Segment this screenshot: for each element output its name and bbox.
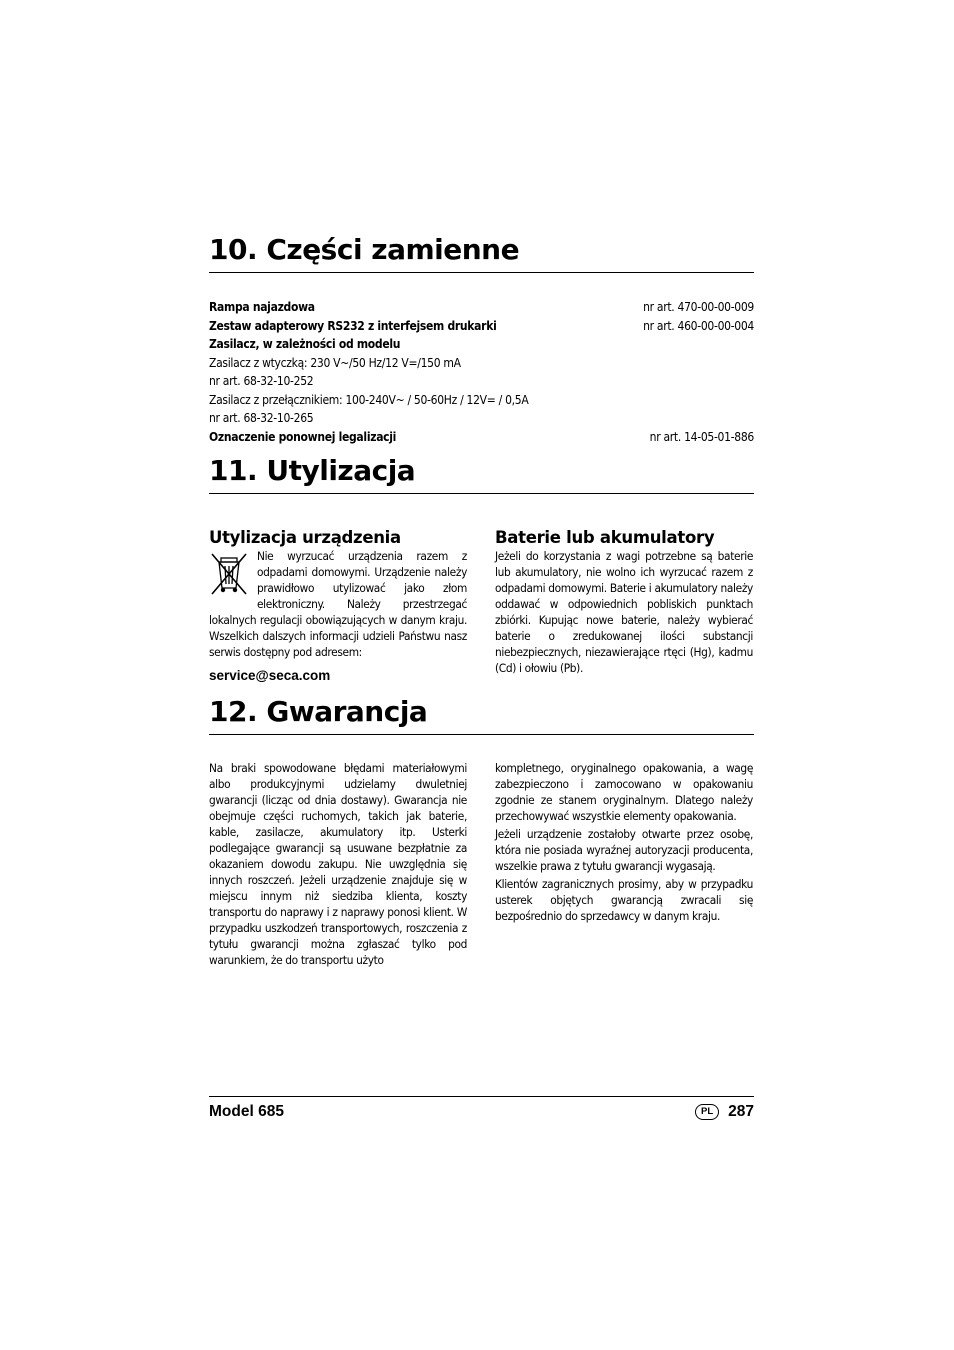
part-name: Zasilacz, w zależności od modelu — [209, 337, 401, 351]
list-item — [209, 428, 754, 447]
list-item — [209, 335, 754, 354]
part-description: Zasilacz z wtyczką: 230 V~/50 Hz/12 V=/150 mA — [209, 355, 461, 370]
model-name: Model 685 — [209, 1103, 284, 1120]
part-name: Rampa najazdowa — [209, 300, 315, 314]
battery-disposal-text: Jeżeli do korzystania z wagi potrzebne są baterie lub akumulatory, nie wolno ich wyrzucać razem z odpadami domowymi. Baterie i akumulatory należy oddawać w odpowiednich pobliskich punktach zbiórki. Kupując nowe baterie, należy wybierać baterie o zredukowanej ilości substancji niebezpiecznych, niezawierające rtęci (Hg), kadmu (Cd) i ołowiu (Pb). — [495, 549, 753, 675]
part-article-number: nr art. 14-05-01-886 — [649, 429, 754, 444]
warranty-text: Na braki spowodowane błędami materiałowymi albo produkcyjnymi udzielamy dwuletniej gwarancji (licząc od dnia dostawy). Gwarancja nie obejmuje części ruchomych, takich jak baterie, kable, zasilacze, akumulatory itp. Usterki podlegające gwarancji są usuwane bezpłatnie za okazaniem dowodu zakupu. Nie uwzględnia się innych roszczeń. Jeżeli urządzenie znajduje się w miejscu innym niż siedziba klienta, koszty transportu do naprawy i z naprawy ponosi klient. W przypadku uszkodzeń transportowych, roszczenia z tytułu gwarancji można zgłaszać tylko pod warunkiem, że do transportu użyto — [209, 761, 467, 967]
language-badge: PL — [695, 1104, 719, 1120]
list-item — [209, 354, 754, 373]
part-article-number: nr art. 460-00-00-004 — [643, 318, 754, 333]
service-email-link[interactable]: service@seca.com — [209, 668, 331, 683]
battery-disposal-column — [495, 528, 753, 678]
part-description: Zasilacz z przełącznikiem: 100-240V~ / 50-60Hz / 12V= / 0,5A — [209, 392, 529, 407]
part-name: Zestaw adapterowy RS232 z interfejsem drukarki — [209, 318, 497, 333]
list-item — [209, 409, 754, 428]
part-description: nr art. 68-32-10-265 — [209, 411, 314, 425]
device-disposal-body — [209, 548, 467, 660]
warranty-text: kompletnego, oryginalnego opakowania, a wagę zabezpieczono i zamocowano w opakowaniu zgodnie ze stanem oryginalnym. Dlatego należy przechowywać wszystkie elementy opakowania. — [495, 761, 753, 823]
device-disposal-heading: Utylizacja urządzenia — [209, 528, 401, 547]
list-item — [209, 317, 754, 336]
spare-parts-list — [209, 298, 754, 446]
section-title-disposal: 11. Utylizacja — [209, 453, 754, 494]
device-disposal-column — [209, 528, 467, 684]
warranty-text: Klientów zagranicznych prosimy, aby w przypadku usterek objętych gwarancją zwracali się bezpośrednio do sprzedawcy w danym kraju. — [495, 877, 753, 923]
section-title-warranty: 12. Gwarancja — [209, 694, 754, 735]
page-footer — [209, 1096, 754, 1121]
part-name: Oznaczenie ponownej legalizacji — [209, 429, 397, 444]
device-disposal-text: Nie wyrzucać urządzenia razem z odpadami domowymi. Urządzenie należy prawidłowo utylizować jako złom elektroniczny. Należy przestrzegać lokalnych regulacji obowiązujących w danym kraju. Wszelkich dalszych informacji udzieli Państwu nasz serwis dostępny pod adresem: — [209, 549, 467, 659]
warranty-text: Jeżeli urządzenie zostałoby otwarte przez osobę, która nie posiada wyraźnej autoryzacji producenta, wszelkie prawa z tytułu gwarancji wygasają. — [495, 827, 753, 873]
list-item — [209, 391, 754, 410]
footer-right — [695, 1103, 754, 1121]
list-item — [209, 298, 754, 317]
section-title-spare-parts: 10. Części zamienne — [209, 232, 754, 273]
warranty-right-column — [495, 760, 753, 926]
crossed-out-bin-icon — [209, 550, 249, 598]
part-article-number: nr art. 470-00-00-009 — [643, 300, 754, 314]
list-item — [209, 372, 754, 391]
part-description: nr art. 68-32-10-252 — [209, 374, 314, 388]
page-number: 287 — [728, 1103, 754, 1120]
warranty-left-column — [209, 760, 467, 970]
battery-disposal-heading: Baterie lub akumulatory — [495, 528, 715, 547]
